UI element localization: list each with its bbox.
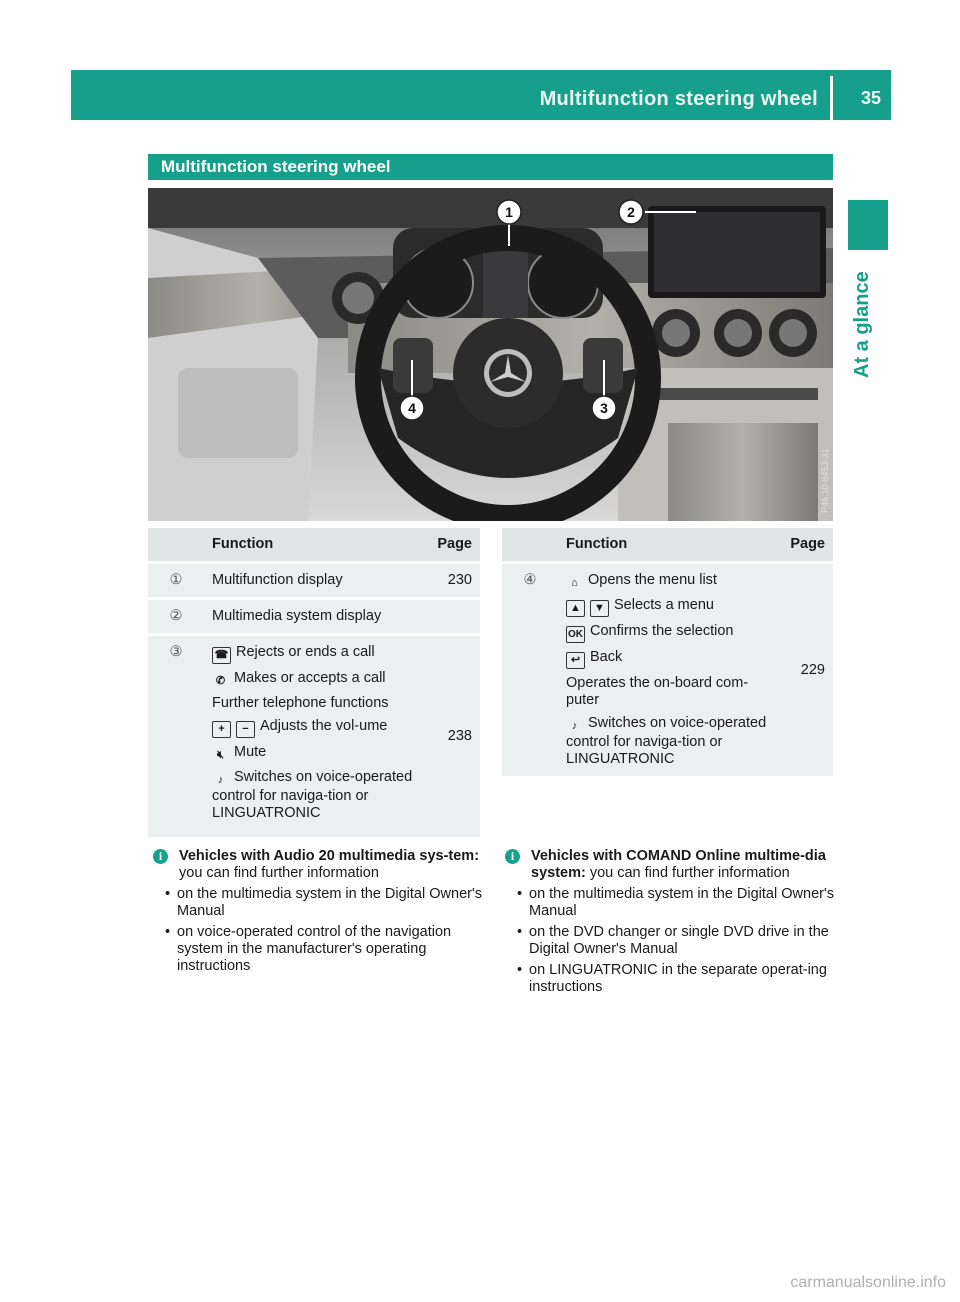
row-function: ☎ Rejects or ends a call ✆ Makes or accepts a call Further telephone functions + − Adjusts the vol-ume 🔇︎ Mute ♪ Switches on voice-operated control for naviga-tion or LINGUATRONIC <box>204 635 429 838</box>
row-function: Multifunction display <box>204 563 429 599</box>
cockpit-photo <box>148 188 833 521</box>
callout-4-label: 4 <box>408 400 416 416</box>
table-row <box>148 599 480 635</box>
row-page <box>429 599 480 635</box>
info-icon: i <box>153 849 168 864</box>
section-title: Multifunction steering wheel <box>161 157 391 176</box>
row-page: 230 <box>429 563 480 599</box>
row-page: 238 <box>429 635 480 838</box>
row-number: ② <box>148 599 204 635</box>
list-item: • on the multimedia system in the Digital Owner's Manual <box>517 886 835 920</box>
header-function: Function <box>204 528 429 563</box>
figure-code: P46.10-8453-31 <box>820 448 830 513</box>
list-item: • on LINGUATRONIC in the separate operat-ing instructions <box>517 962 835 996</box>
info-text: you can find further information <box>179 865 379 881</box>
minus-icon: − <box>236 721 255 738</box>
header-page: Page <box>782 528 833 563</box>
page-header <box>71 70 891 120</box>
voice-control-icon: ♪ <box>217 774 224 786</box>
table-row <box>502 563 833 777</box>
row-number: ④ <box>502 563 558 777</box>
header-num <box>502 528 558 563</box>
info-note-comand <box>505 848 835 1000</box>
right-function-table <box>502 528 833 776</box>
left-function-table <box>148 528 480 837</box>
header-num <box>148 528 204 563</box>
table-row <box>148 635 480 838</box>
page-number: 35 <box>860 88 881 108</box>
list-item: • on the multimedia system in the Digital Owner's Manual <box>165 886 483 920</box>
callout-2-label: 2 <box>627 204 635 220</box>
callout-1-label: 1 <box>505 204 513 220</box>
hang-up-icon: ☎ <box>212 647 231 664</box>
header-function: Function <box>558 528 782 563</box>
watermark: carmanualsonline.info <box>790 1274 946 1291</box>
list-item: • on the DVD changer or single DVD drive in the Digital Owner's Manual <box>517 924 835 958</box>
info-heading: Vehicles with COMAND Online multime-dia system: <box>531 848 826 881</box>
header-divider <box>830 76 833 120</box>
plus-icon: + <box>212 721 231 738</box>
home-icon: ⌂ <box>571 577 578 589</box>
row-number: ③ <box>148 635 204 838</box>
callout-3-label: 3 <box>600 400 608 416</box>
row-page: 229 <box>782 563 833 777</box>
row-function: Multimedia system display <box>204 599 429 635</box>
info-icon: i <box>505 849 520 864</box>
info-text: you can find further information <box>585 865 790 881</box>
table-row <box>148 563 480 599</box>
info-note-audio20 <box>153 848 483 979</box>
row-function: ⌂ Opens the menu list ▲ ▼ Selects a menu OK Confirms the selection ↩ Back Operates the on-board com-puter ♪ Switches on voice-operated control for naviga-tion or LINGUATRONIC <box>558 563 782 777</box>
arrow-down-icon: ▼ <box>590 600 609 617</box>
side-tab-label: At a glance <box>851 271 873 378</box>
mute-icon: 🔇︎ <box>217 749 224 761</box>
info-heading: Vehicles with Audio 20 multimedia sys-tem: <box>179 848 480 864</box>
voice-off-icon: ♪ <box>571 720 578 732</box>
section-header <box>148 154 833 180</box>
list-item: • on voice-operated control of the navigation system in the manufacturer's operating instructions <box>165 924 483 975</box>
header-page: Page <box>429 528 480 563</box>
ok-icon: OK <box>566 626 585 643</box>
back-icon: ↩ <box>566 652 585 669</box>
arrow-up-icon: ▲ <box>566 600 585 617</box>
side-tab-marker <box>848 200 888 250</box>
header-title: Multifunction steering wheel <box>539 88 818 110</box>
row-number: ① <box>148 563 204 599</box>
phone-icon: ✆ <box>215 675 226 687</box>
